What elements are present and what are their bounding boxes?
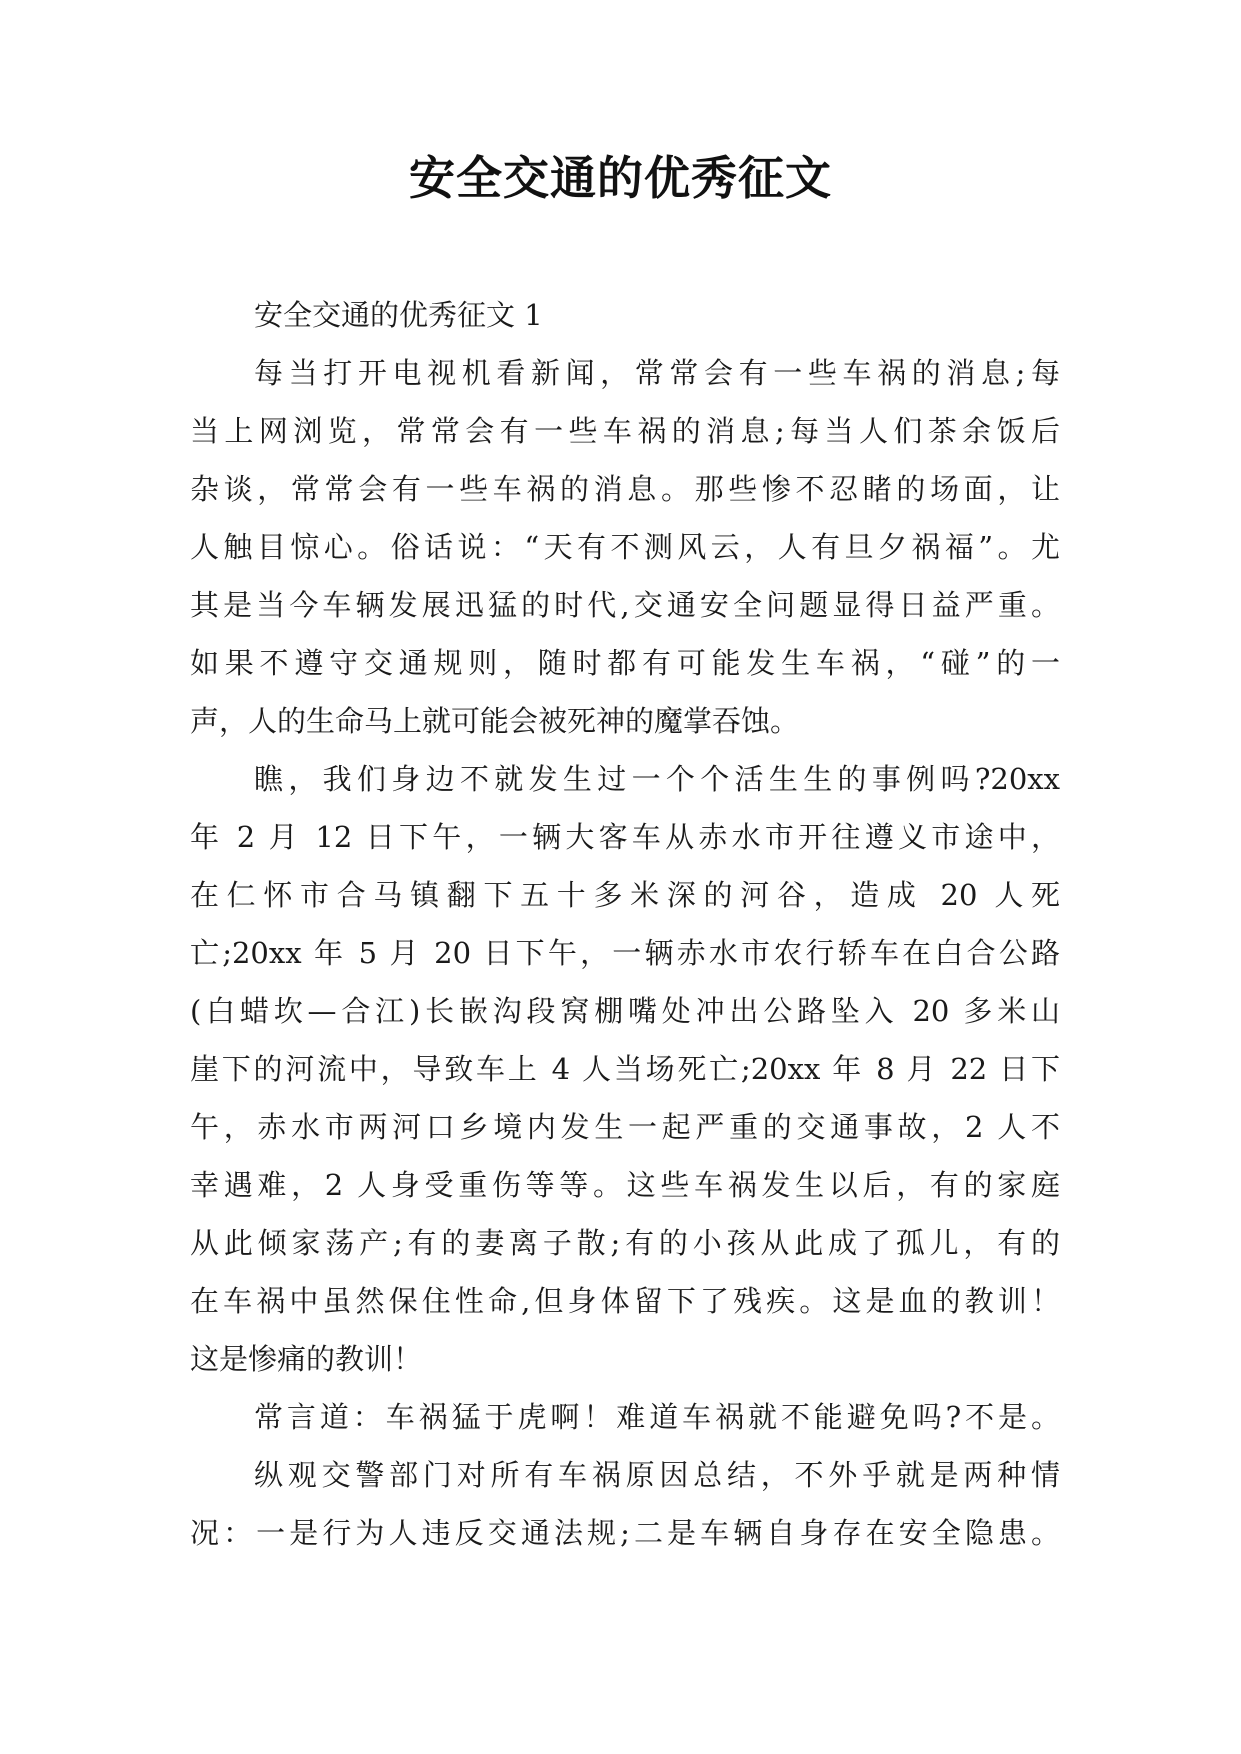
document-body	[190, 286, 1060, 1562]
text-line: 瞧，我们身边不就发生过一个个活生生的事例吗?20xx	[254, 762, 1060, 796]
document-title: 安全交通的优秀征文	[409, 151, 832, 205]
text-line: 从此倾家荡产;有的妻离子散;有的小孩从此成了孤儿，有的	[190, 1226, 1060, 1260]
text-line: 每当打开电视机看新闻，常常会有一些车祸的消息;每	[254, 356, 1060, 390]
text-line: 亡;20xx 年 5 月 20 日下午，一辆赤水市农行轿车在白合公路	[190, 936, 1060, 970]
text-line: 崖下的河流中，导致车上 4 人当场死亡;20xx 年 8 月 22 日下	[190, 1052, 1060, 1086]
text-line: (白蜡坎—合江)长嵌沟段窝棚嘴处冲出公路坠入 20 多米山	[190, 994, 1060, 1028]
text-line: 纵观交警部门对所有车祸原因总结，不外乎就是两种情	[254, 1458, 1060, 1492]
text-line: 在仁怀市合马镇翻下五十多米深的河谷，造成 20 人死	[190, 878, 1060, 912]
text-line: 况：一是行为人违反交通法规;二是车辆自身存在安全隐患。	[190, 1516, 1060, 1550]
text-line: 杂谈，常常会有一些车祸的消息。那些惨不忍睹的场面，让	[190, 472, 1060, 506]
text-line: 年 2 月 12 日下午，一辆大客车从赤水市开往遵义市途中，	[190, 820, 1060, 854]
text-line: 这是惨痛的教训！	[190, 1342, 423, 1376]
text-line: 在车祸中虽然保住性命,但身体留下了残疾。这是血的教训！	[190, 1284, 1060, 1318]
text-line: 声，人的生命马上就可能会被死神的魔掌吞蚀。	[190, 704, 800, 738]
text-line: 人触目惊心。俗话说：“天有不测风云，人有旦夕祸福”。尤	[190, 530, 1060, 564]
text-line: 其是当今车辆发展迅猛的时代,交通安全问题显得日益严重。	[190, 588, 1060, 622]
text-line: 午，赤水市两河口乡境内发生一起严重的交通事故，2 人不	[190, 1110, 1060, 1144]
text-line: 如果不遵守交通规则，随时都有可能发生车祸，“碰”的一	[190, 646, 1060, 680]
text-line: 当上网浏览，常常会有一些车祸的消息;每当人们茶余饭后	[190, 414, 1060, 448]
text-line: 安全交通的优秀征文 1	[254, 298, 543, 332]
text-line: 常言道：车祸猛于虎啊！难道车祸就不能避免吗?不是。	[254, 1400, 1060, 1434]
text-line: 幸遇难，2 人身受重伤等等。这些车祸发生以后，有的家庭	[190, 1168, 1060, 1202]
